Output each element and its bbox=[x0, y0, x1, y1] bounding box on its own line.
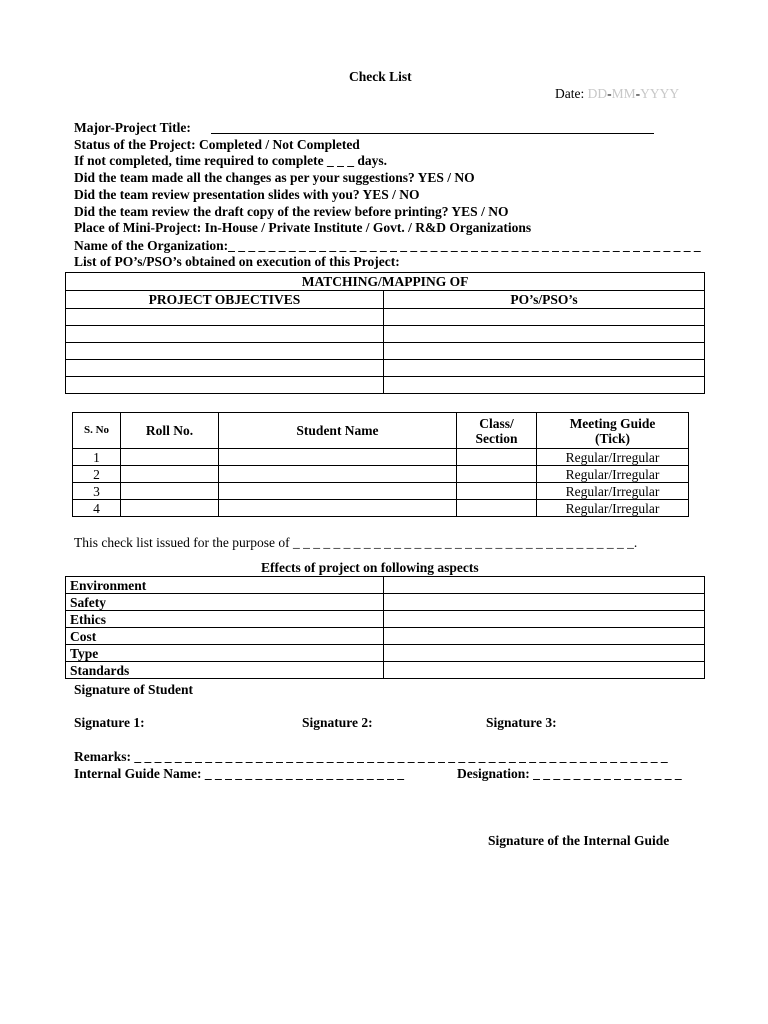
mapping-cell[interactable] bbox=[384, 309, 705, 326]
date-sep-2: - bbox=[635, 86, 641, 101]
page-title: Check List bbox=[349, 69, 412, 84]
internal-guide-name: Internal Guide Name: _ _ _ _ _ _ _ _ _ _ _ _ _ _ _ _ _ _ _ _ bbox=[74, 766, 404, 781]
header-guide: Meeting Guide bbox=[569, 415, 656, 431]
row-roll[interactable] bbox=[121, 500, 219, 517]
mapping-cell[interactable] bbox=[66, 326, 384, 343]
header-roll: Roll No. bbox=[121, 413, 219, 449]
student-signature-label: Signature of Student bbox=[74, 682, 194, 697]
effects-table bbox=[65, 576, 705, 679]
mapping-cell[interactable] bbox=[384, 343, 705, 360]
effect-cell[interactable] bbox=[384, 645, 705, 662]
mapping-cell[interactable] bbox=[66, 343, 384, 360]
row-roll[interactable] bbox=[121, 449, 219, 466]
table-row bbox=[73, 449, 689, 466]
slides-question: Did the team review presentation slides with you? YES / NO bbox=[74, 187, 420, 202]
effect-cell[interactable] bbox=[384, 662, 705, 679]
students-table bbox=[72, 412, 689, 517]
row-roll[interactable] bbox=[121, 483, 219, 500]
row-sno: 3 bbox=[73, 483, 121, 500]
mapping-cell[interactable] bbox=[384, 326, 705, 343]
effects-heading: Effects of project on following aspects bbox=[261, 560, 479, 575]
header-student-name: Student Name bbox=[219, 413, 457, 449]
date-day: DD bbox=[587, 86, 608, 101]
signature-1: Signature 1: bbox=[74, 715, 145, 730]
row-class[interactable] bbox=[457, 483, 537, 500]
draft-question: Did the team review the draft copy of the review before printing? YES / NO bbox=[74, 204, 509, 219]
major-project-title-label: Major-Project Title: bbox=[74, 120, 191, 135]
designation: Designation: _ _ _ _ _ _ _ _ _ _ _ _ _ _ _ bbox=[457, 766, 682, 781]
row-name[interactable] bbox=[219, 483, 457, 500]
changes-question: Did the team made all the changes as per your suggestions? YES / NO bbox=[74, 170, 475, 185]
effect-label: Ethics bbox=[66, 611, 384, 628]
row-sno: 4 bbox=[73, 500, 121, 517]
row-roll[interactable] bbox=[121, 466, 219, 483]
row-name[interactable] bbox=[219, 466, 457, 483]
mapping-cell[interactable] bbox=[384, 360, 705, 377]
header-class: Class/ bbox=[479, 415, 514, 431]
header-sno: S. No bbox=[73, 413, 121, 449]
mapping-col-objectives: PROJECT OBJECTIVES bbox=[66, 291, 384, 309]
row-class[interactable] bbox=[457, 466, 537, 483]
date-month: MM bbox=[611, 86, 636, 101]
mapping-table bbox=[65, 272, 705, 394]
mapping-cell[interactable] bbox=[66, 377, 384, 394]
organization-name: Name of the Organization:_ _ _ _ _ _ _ _ _ _ _ _ _ _ _ _ _ _ _ _ _ _ _ _ _ _ _ _ _ _ _ _ _ _ _ _ _ _ _ _ _ _ _ _ _ _ _ bbox=[74, 238, 701, 253]
signature-3: Signature 3: bbox=[486, 715, 557, 730]
header-meeting-guide bbox=[537, 413, 689, 449]
mapping-col-po: PO’s/PSO’s bbox=[384, 291, 705, 309]
mapping-cell[interactable] bbox=[66, 360, 384, 377]
row-sno: 1 bbox=[73, 449, 121, 466]
row-class[interactable] bbox=[457, 500, 537, 517]
effect-cell[interactable] bbox=[384, 611, 705, 628]
row-class[interactable] bbox=[457, 449, 537, 466]
date-field[interactable] bbox=[555, 86, 679, 102]
effect-label: Safety bbox=[66, 594, 384, 611]
row-sno: 2 bbox=[73, 466, 121, 483]
mapping-cell[interactable] bbox=[66, 309, 384, 326]
internal-guide-signature: Signature of the Internal Guide bbox=[488, 833, 670, 848]
row-guide[interactable]: Regular/Irregular bbox=[537, 483, 689, 500]
table-row bbox=[73, 500, 689, 517]
date-year: YYYY bbox=[640, 86, 680, 101]
header-section: Section bbox=[475, 430, 518, 446]
row-name[interactable] bbox=[219, 500, 457, 517]
date-sep-1: - bbox=[607, 86, 612, 101]
project-status: Status of the Project: Completed / Not Completed bbox=[74, 137, 360, 152]
po-list-label: List of PO’s/PSO’s obtained on execution of this Project: bbox=[74, 254, 400, 269]
major-project-title-line[interactable] bbox=[211, 133, 654, 134]
effect-cell[interactable] bbox=[384, 594, 705, 611]
header-tick: (Tick) bbox=[594, 430, 630, 446]
row-guide[interactable]: Regular/Irregular bbox=[537, 466, 689, 483]
mapping-heading: MATCHING/MAPPING OF bbox=[66, 273, 705, 291]
mapping-cell[interactable] bbox=[384, 377, 705, 394]
place-of-project: Place of Mini-Project: In-House / Private Institute / Govt. / R&D Organizations bbox=[74, 220, 532, 235]
effect-cell[interactable] bbox=[384, 628, 705, 645]
time-required: If not completed, time required to complete _ _ _ days. bbox=[74, 153, 387, 168]
remarks: Remarks: _ _ _ _ _ _ _ _ _ _ _ _ _ _ _ _ _ _ _ _ _ _ _ _ _ _ _ _ _ _ _ _ _ _ _ _ _ _ _ _ _ _ _ _ _ _ _ _ _ _ _ _ _ bbox=[74, 749, 668, 764]
table-row bbox=[73, 483, 689, 500]
purpose-line: This check list issued for the purpose of _ _ _ _ _ _ _ _ _ _ _ _ _ _ _ _ _ _ _ _ _ _ _ _ _ _ _ _ _ _ _ _ _ _. bbox=[74, 535, 638, 550]
row-guide[interactable]: Regular/Irregular bbox=[537, 500, 689, 517]
effect-cell[interactable] bbox=[384, 577, 705, 594]
date-label: Date: bbox=[555, 86, 585, 101]
effect-label: Cost bbox=[66, 628, 384, 645]
signature-2: Signature 2: bbox=[302, 715, 373, 730]
effect-label: Environment bbox=[66, 577, 384, 594]
table-row bbox=[73, 466, 689, 483]
effect-label: Type bbox=[66, 645, 384, 662]
header-class-section bbox=[457, 413, 537, 449]
row-name[interactable] bbox=[219, 449, 457, 466]
effect-label: Standards bbox=[66, 662, 384, 679]
row-guide[interactable]: Regular/Irregular bbox=[537, 449, 689, 466]
